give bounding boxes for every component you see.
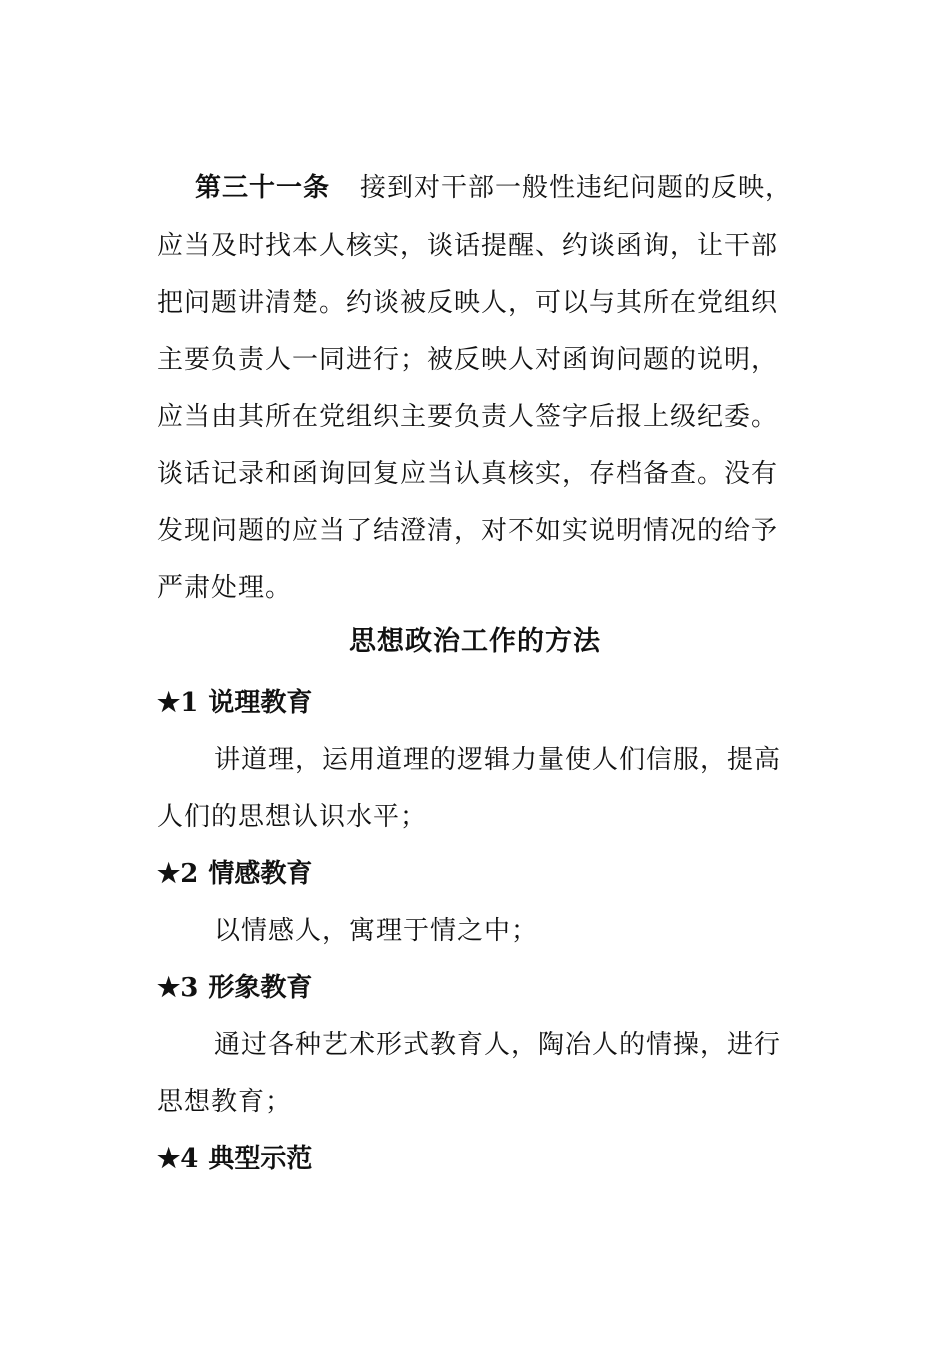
article-text-line: 严肃处理。 — [157, 573, 293, 603]
method-body-line: 讲道理，运用道理的逻辑力量使人们信服，提高 — [214, 745, 782, 775]
method-title: 形象教育 — [208, 973, 313, 1003]
article-text-line: 应当及时找本人核实，谈话提醒、约谈函询，让干部 — [157, 231, 779, 261]
method-title: 情感教育 — [208, 859, 313, 889]
article-text-line: 主要负责人一同进行；被反映人对函询问题的说明， — [157, 345, 779, 375]
method-number: ★1 — [157, 688, 199, 718]
method-heading — [157, 1141, 312, 1177]
method-body-line: 通过各种艺术形式教育人，陶冶人的情操，进行 — [214, 1030, 782, 1060]
method-title: 典型示范 — [208, 1144, 313, 1174]
article-first-line — [195, 170, 792, 206]
article-text-line: 谈话记录和函询回复应当认真核实，存档备查。没有 — [157, 459, 779, 489]
article-label: 第三十一条 — [195, 173, 331, 203]
method-body-line: 人们的思想认识水平； — [157, 802, 428, 832]
section-title: 思想政治工作的方法 — [349, 626, 601, 657]
method-number: ★4 — [157, 1144, 199, 1174]
method-heading — [157, 970, 312, 1006]
article-text-line: 接到对干部一般性违纪问题的反映， — [360, 173, 793, 203]
article-text-line: 把问题讲清楚。约谈被反映人，可以与其所在党组织 — [157, 288, 779, 318]
article-text-line: 发现问题的应当了结澄清，对不如实说明情况的给予 — [157, 516, 779, 546]
method-body-line: 思想教育； — [157, 1087, 293, 1117]
method-title: 说理教育 — [208, 688, 313, 718]
method-number: ★2 — [157, 859, 199, 889]
method-heading — [157, 685, 312, 721]
method-heading — [157, 856, 312, 892]
article-text-line: 应当由其所在党组织主要负责人签字后报上级纪委。 — [157, 402, 779, 432]
method-body-line: 以情感人，寓理于情之中； — [214, 916, 539, 946]
method-number: ★3 — [157, 973, 199, 1003]
